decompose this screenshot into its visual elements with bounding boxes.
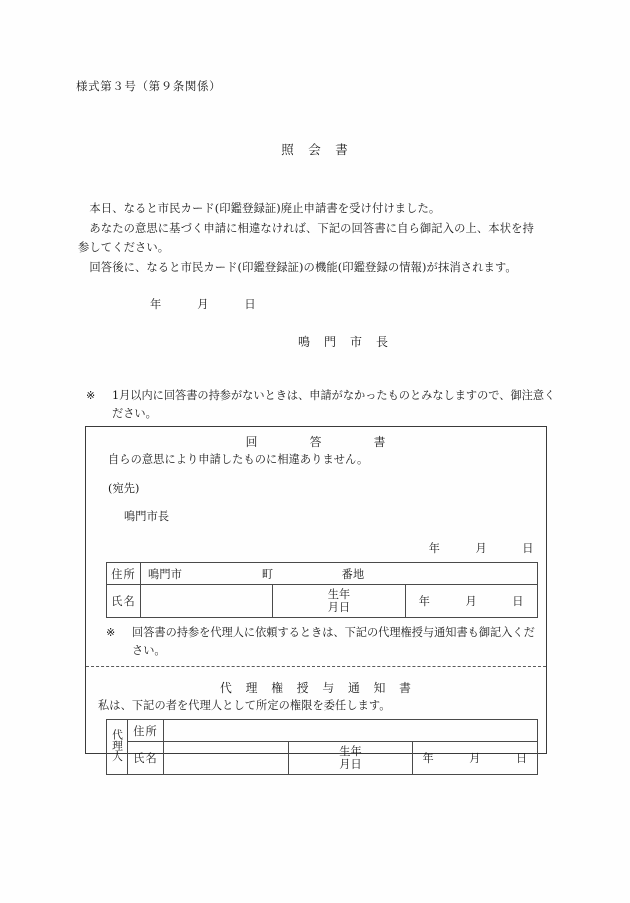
proxy-name-field[interactable]: [164, 742, 289, 775]
applicant-address-field[interactable]: 鳴門市 町 番地: [141, 563, 538, 585]
applicant-dob-field[interactable]: 年 月 日: [405, 585, 537, 618]
proxy-statement: 私は、下記の者を代理人として所定の権限を委任します。: [98, 699, 391, 712]
applicant-dob-label-line1: 生年: [327, 587, 351, 601]
body-line-2: あなたの意思に基づく申請に相違なければ、下記の回答書に自ら御記入の上、本状を持: [78, 221, 534, 235]
addressee-name: 鳴門市長: [124, 510, 170, 523]
addressee-label: (宛先): [108, 482, 140, 495]
proxy-vertical-label-text: 代理人: [111, 729, 124, 762]
proxy-address-field[interactable]: [164, 720, 538, 742]
notice-text: 1月以内に回答書の持参がないときは、申請がなかったものとみなしますので、御注意ください。: [112, 389, 556, 421]
table-row-proxy-name: [107, 742, 538, 775]
table-row-name: [107, 585, 538, 618]
proxy-vertical-label: [107, 720, 128, 775]
body-line-3: 参してください。: [78, 241, 170, 255]
proxy-name-label: 氏名: [128, 742, 164, 775]
notice-mark-icon: ※: [86, 389, 96, 402]
reply-declaration: 自らの意思により申請したものに相違ありません。: [108, 453, 369, 466]
reply-notice-text: 回答書の持参を代理人に依頼するときは、下記の代理権授与通知書も御記入ください。: [132, 626, 535, 657]
issuer-name: 鳴 門 市 長: [298, 335, 390, 349]
applicant-name-label: 氏名: [107, 585, 141, 618]
proxy-section-title: 代 理 権 授 与 通 知 書: [220, 681, 412, 695]
proxy-dob-label-line2: 月日: [339, 758, 362, 771]
body-line-1: 本日、なると市民カード(印鑑登録証)廃止申請書を受け付けました。: [78, 202, 441, 215]
applicant-address-label: 住所: [107, 563, 141, 585]
reply-date-line: 年 月 日: [428, 542, 534, 555]
reply-section-title: 回 答 書: [245, 435, 387, 449]
table-row-address: [107, 563, 538, 585]
reply-notice: [106, 624, 544, 660]
form-number: 様式第３号（第９条関係）: [76, 79, 222, 93]
body-line-4: 回答後に、なると市民カード(印鑑登録証)の機能(印鑑登録の情報)が抹消されます。: [78, 260, 517, 274]
proxy-dob-label-line1: 生年: [339, 744, 362, 758]
applicant-table: [106, 562, 538, 618]
table-row-proxy-address: [107, 720, 538, 742]
applicant-dob-label: [273, 585, 405, 618]
applicant-name-field[interactable]: [141, 585, 273, 618]
section-divider: [86, 666, 546, 667]
document-notice: [86, 387, 558, 424]
proxy-table: [106, 719, 538, 775]
issue-date-line: 年 月 日: [150, 298, 257, 311]
proxy-dob-field[interactable]: 年 月 日: [413, 742, 538, 775]
reply-notice-mark-icon: ※: [106, 626, 116, 639]
proxy-address-label: 住所: [128, 720, 164, 742]
applicant-dob-label-line2: 月日: [327, 601, 351, 614]
document-title: 照 会 書: [281, 142, 349, 157]
proxy-dob-label: [288, 742, 413, 775]
reply-form-box: [85, 426, 547, 771]
document-body: [78, 199, 554, 277]
